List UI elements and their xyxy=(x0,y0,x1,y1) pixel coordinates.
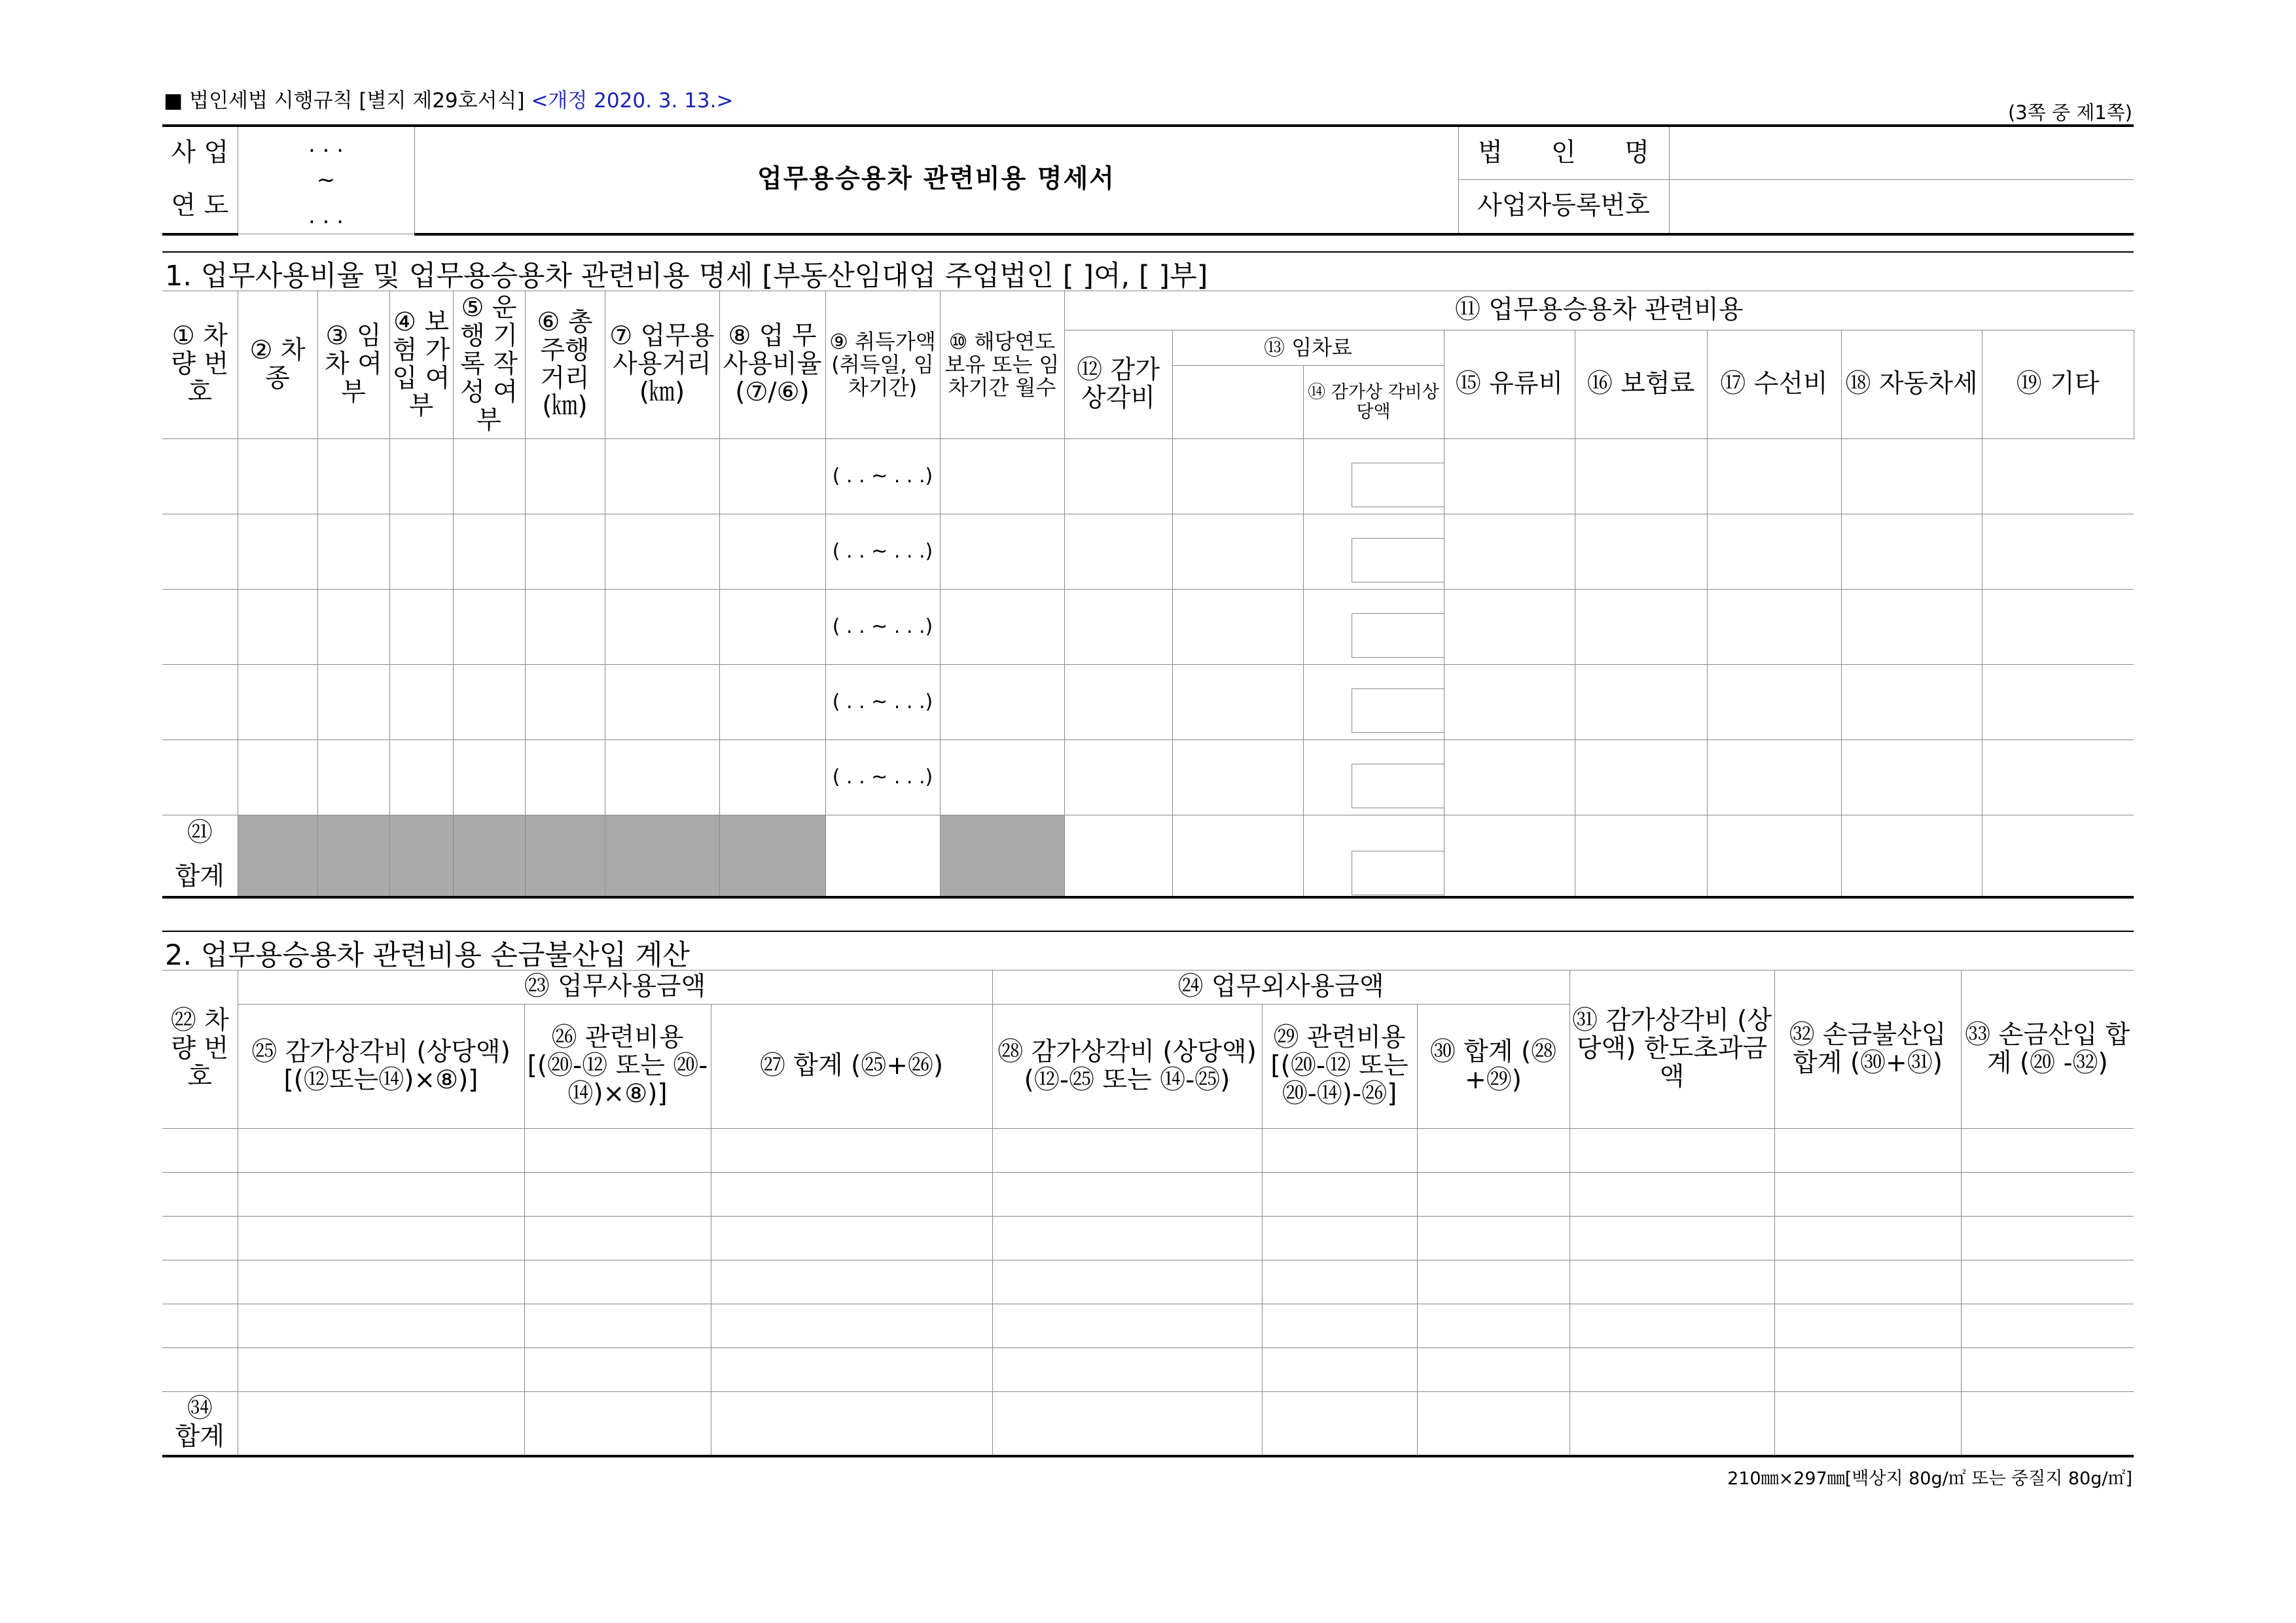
table-cell[interactable] xyxy=(1262,1304,1417,1348)
total-row xyxy=(162,1392,2134,1456)
table-cell[interactable] xyxy=(162,740,238,815)
table-cell[interactable] xyxy=(453,514,525,590)
table-cell[interactable] xyxy=(992,1129,1262,1173)
col-lease: ③ 임차 여부 xyxy=(317,291,389,439)
table-cell[interactable] xyxy=(1841,514,1982,590)
depreciation-equivalent-cell[interactable] xyxy=(1303,665,1444,740)
table-cell[interactable] xyxy=(1707,590,1841,665)
col-depreciation: ⑫ 감가 상각비 xyxy=(1064,330,1172,439)
total-cell[interactable] xyxy=(711,1392,992,1456)
table-cell[interactable] xyxy=(162,1260,238,1304)
table-row xyxy=(162,1348,2134,1392)
table-cell[interactable] xyxy=(317,590,389,665)
table-cell[interactable] xyxy=(162,1304,238,1348)
table-cell[interactable] xyxy=(162,590,238,665)
col-insurance-fee: ⑯ 보험료 xyxy=(1575,330,1707,439)
table-cell[interactable] xyxy=(719,514,825,590)
table-cell[interactable] xyxy=(1444,665,1575,740)
total-row xyxy=(162,815,2134,897)
table-cell[interactable] xyxy=(389,740,453,815)
table-cell[interactable] xyxy=(1961,1129,2134,1173)
table-cell[interactable] xyxy=(162,1217,238,1260)
total-label xyxy=(162,815,238,897)
table-cell[interactable] xyxy=(711,1260,992,1304)
table-cell[interactable] xyxy=(1841,590,1982,665)
col-total-distance: ⑥ 총 주행 거리 (㎞) xyxy=(525,291,605,439)
total-cell xyxy=(317,815,389,897)
table-row xyxy=(162,1129,2134,1173)
total-label xyxy=(162,1392,238,1456)
table-cell[interactable] xyxy=(1262,1217,1417,1260)
total-cell[interactable] xyxy=(1444,815,1575,897)
table-cell[interactable] xyxy=(389,514,453,590)
table-cell[interactable] xyxy=(1444,590,1575,665)
table-cell[interactable] xyxy=(453,740,525,815)
table-row xyxy=(162,514,2134,590)
depreciation-equivalent-cell[interactable] xyxy=(1303,740,1444,815)
table-cell[interactable] xyxy=(711,1173,992,1217)
period-text: ( . . ~ . . .) xyxy=(832,465,933,488)
table-cell[interactable] xyxy=(1570,1129,1774,1173)
table-cell[interactable] xyxy=(1707,514,1841,590)
col-excess: ㉛ 감가상각비 (상당액) 한도초과금액 xyxy=(1570,971,1774,1129)
table-cell[interactable] xyxy=(1841,439,1982,514)
table-cell[interactable] xyxy=(992,1173,1262,1217)
table-cell[interactable] xyxy=(605,439,719,514)
table-cell[interactable] xyxy=(162,1348,238,1392)
table-cell[interactable] xyxy=(453,439,525,514)
table-row xyxy=(162,1260,2134,1304)
total-cell[interactable] xyxy=(1417,1392,1570,1456)
table-cell[interactable] xyxy=(1707,665,1841,740)
table-cell[interactable] xyxy=(1961,1173,2134,1217)
period-cell[interactable] xyxy=(825,740,940,815)
table-cell[interactable] xyxy=(1575,439,1707,514)
total-cell[interactable] xyxy=(1774,1392,1961,1456)
table-cell[interactable] xyxy=(1841,665,1982,740)
section2-table xyxy=(162,970,2134,1457)
table-cell[interactable] xyxy=(711,1304,992,1348)
total-cell xyxy=(940,815,1064,897)
table-cell[interactable] xyxy=(453,590,525,665)
table-cell[interactable] xyxy=(1707,439,1841,514)
table-cell[interactable] xyxy=(711,1129,992,1173)
total-text: 합계 xyxy=(175,1421,224,1452)
table-row xyxy=(162,665,2134,740)
table-cell[interactable] xyxy=(524,1173,711,1217)
table-cell[interactable] xyxy=(389,665,453,740)
depreciation-equivalent-cell[interactable] xyxy=(1303,590,1444,665)
table-cell[interactable] xyxy=(1064,439,1172,514)
table-cell[interactable] xyxy=(1064,590,1172,665)
table-cell[interactable] xyxy=(1575,514,1707,590)
table-row xyxy=(162,590,2134,665)
table-cell[interactable] xyxy=(1172,590,1303,665)
table-cell[interactable] xyxy=(317,740,389,815)
table-cell[interactable] xyxy=(389,439,453,514)
table-cell[interactable] xyxy=(1417,1348,1570,1392)
col-biz-total: ㉗ 합계 (㉕+㉖) xyxy=(711,1005,992,1129)
table-row xyxy=(162,439,2134,514)
table-cell[interactable] xyxy=(719,439,825,514)
table-cell[interactable] xyxy=(317,665,389,740)
col-vehicle-type: ② 차종 xyxy=(238,291,317,439)
table-cell[interactable] xyxy=(524,1304,711,1348)
col-nonbusiness-amount: ㉔ 업무외사용금액 xyxy=(992,971,1570,1005)
table-cell[interactable] xyxy=(1961,1217,2134,1260)
table-cell[interactable] xyxy=(1575,665,1707,740)
table-cell[interactable] xyxy=(992,1260,1262,1304)
period-cell[interactable] xyxy=(825,590,940,665)
total-cell[interactable] xyxy=(524,1392,711,1456)
page-indicator: (3쪽 중 제1쪽) xyxy=(2007,101,2132,124)
total-cell[interactable] xyxy=(238,1392,524,1456)
table-cell[interactable] xyxy=(524,1129,711,1173)
table-cell[interactable] xyxy=(1774,1304,1961,1348)
table-cell[interactable] xyxy=(719,665,825,740)
table-cell[interactable] xyxy=(1961,1304,2134,1348)
table-cell[interactable] xyxy=(524,1348,711,1392)
table-cell[interactable] xyxy=(719,590,825,665)
col-repair: ⑰ 수선비 xyxy=(1707,330,1841,439)
table-cell[interactable] xyxy=(1982,740,2134,815)
table-cell[interactable] xyxy=(1444,740,1575,815)
table-cell[interactable] xyxy=(1575,590,1707,665)
table-row xyxy=(162,740,2134,815)
table-cell[interactable] xyxy=(162,1173,238,1217)
form-reference: ■ 법인세법 시행규칙 [별지 제29호서식] <개정 2020. 3. 13.> xyxy=(164,89,734,113)
col-vehicle-no: ① 차량 번호 xyxy=(162,291,238,439)
table-cell[interactable] xyxy=(1961,1348,2134,1392)
col-insurance: ④ 보험 가입 여부 xyxy=(389,291,453,439)
biz-reg-label: 사업자등록번호 xyxy=(1458,180,1669,234)
total-cell[interactable] xyxy=(1172,815,1303,897)
table-cell[interactable] xyxy=(525,590,605,665)
total-number: ㉞ xyxy=(187,1393,213,1423)
col-depreciation-equivalent: ⑭ 감가상 각비상당액 xyxy=(1303,366,1444,439)
table-cell[interactable] xyxy=(389,590,453,665)
table-cell[interactable] xyxy=(1774,1348,1961,1392)
table-cell[interactable] xyxy=(1982,665,2134,740)
table-cell[interactable] xyxy=(238,590,317,665)
table-cell[interactable] xyxy=(1707,740,1841,815)
table-cell[interactable] xyxy=(317,514,389,590)
col-deductible: ㉝ 손금산입 합계 (⑳ -㉜) xyxy=(1961,971,2134,1129)
period-text: ( . . ~ . . .) xyxy=(832,690,933,714)
table-cell[interactable] xyxy=(1961,1260,2134,1304)
total-number: ㉑ xyxy=(187,818,213,848)
total-cell xyxy=(605,815,719,897)
table-cell[interactable] xyxy=(1064,740,1172,815)
table-cell[interactable] xyxy=(1570,1217,1774,1260)
biz-reg-field[interactable] xyxy=(1669,180,2134,234)
table-cell[interactable] xyxy=(525,439,605,514)
table-cell[interactable] xyxy=(1982,514,2134,590)
table-cell[interactable] xyxy=(1172,740,1303,815)
table-cell[interactable] xyxy=(940,590,1064,665)
total-cell[interactable] xyxy=(1982,815,2134,897)
table-cell[interactable] xyxy=(711,1348,992,1392)
total-cell[interactable] xyxy=(1575,815,1707,897)
table-cell[interactable] xyxy=(1841,740,1982,815)
depreciation-equivalent-cell[interactable] xyxy=(1303,439,1444,514)
table-cell[interactable] xyxy=(1444,514,1575,590)
col-rent: ⑬ 임차료 xyxy=(1172,330,1444,366)
depreciation-equivalent-cell[interactable] xyxy=(1303,514,1444,590)
corp-name-field[interactable] xyxy=(1669,126,2134,180)
section1-table xyxy=(162,291,2134,899)
table-cell[interactable] xyxy=(1774,1129,1961,1173)
table-cell[interactable] xyxy=(605,740,719,815)
table-cell[interactable] xyxy=(605,514,719,590)
table-cell[interactable] xyxy=(238,439,317,514)
table-cell[interactable] xyxy=(1444,439,1575,514)
total-cell[interactable] xyxy=(825,815,940,897)
total-cell xyxy=(453,815,525,897)
table-row xyxy=(162,1217,2134,1260)
table-cell[interactable] xyxy=(940,740,1064,815)
fiscal-year-label-2: 연 도 xyxy=(162,180,238,234)
col-business-amount: ㉓ 업무사용금액 xyxy=(238,971,992,1005)
total-cell[interactable] xyxy=(1262,1392,1417,1456)
table-cell[interactable] xyxy=(1417,1304,1570,1348)
total-cell[interactable] xyxy=(992,1392,1262,1456)
table-cell[interactable] xyxy=(940,514,1064,590)
fiscal-year-label: 사 업 xyxy=(162,126,238,180)
period-text: ( . . ~ . . .) xyxy=(832,540,933,563)
table-cell[interactable] xyxy=(940,665,1064,740)
col-auto-tax: ⑱ 자동차세 xyxy=(1841,330,1982,439)
table-cell[interactable] xyxy=(1575,740,1707,815)
table-cell[interactable] xyxy=(238,514,317,590)
table-cell[interactable] xyxy=(1262,1173,1417,1217)
table-cell[interactable] xyxy=(992,1348,1262,1392)
total-cell xyxy=(238,815,317,897)
col-business-distance: ⑦ 업무용 사용거리 (㎞) xyxy=(605,291,719,439)
table-cell[interactable] xyxy=(605,590,719,665)
table-cell[interactable] xyxy=(1417,1173,1570,1217)
col-log: ⑤ 운행 기록 작성 여부 xyxy=(453,291,525,439)
table-cell[interactable] xyxy=(524,1217,711,1260)
section2-heading: 2. 업무용승용차 관련비용 손금불산입 계산 xyxy=(165,939,690,972)
table-cell[interactable] xyxy=(1774,1217,1961,1260)
total-cell xyxy=(719,815,825,897)
period-cell[interactable] xyxy=(825,665,940,740)
table-cell[interactable] xyxy=(605,665,719,740)
table-cell[interactable] xyxy=(1570,1304,1774,1348)
table-cell[interactable] xyxy=(940,439,1064,514)
header-table xyxy=(162,124,2134,236)
total-cell xyxy=(389,815,453,897)
table-cell[interactable] xyxy=(1570,1348,1774,1392)
table-cell[interactable] xyxy=(1417,1217,1570,1260)
table-row xyxy=(162,1304,2134,1348)
table-cell[interactable] xyxy=(238,1173,524,1217)
table-cell[interactable] xyxy=(525,514,605,590)
table-cell[interactable] xyxy=(1417,1260,1570,1304)
revision-note: <개정 2020. 3. 13.> xyxy=(531,89,734,113)
table-cell[interactable] xyxy=(1262,1348,1417,1392)
table-cell[interactable] xyxy=(711,1217,992,1260)
col-related-costs: ⑪ 업무용승용차 관련비용 xyxy=(1064,291,2134,330)
table-cell[interactable] xyxy=(1064,665,1172,740)
table-cell[interactable] xyxy=(1064,514,1172,590)
table-cell[interactable] xyxy=(238,1129,524,1173)
section1-heading: 1. 업무사용비율 및 업무용승용차 관련비용 명세 [부동산임대업 주업법인 [ ]여, [ ]부] xyxy=(165,260,1208,293)
table-cell[interactable] xyxy=(1262,1129,1417,1173)
table-cell[interactable] xyxy=(453,665,525,740)
table-row xyxy=(162,1173,2134,1217)
paper-spec: 210㎜×297㎜[백상지 80g/㎡ 또는 중질지 80g/㎡] xyxy=(1727,1469,2132,1489)
col-fuel: ⑮ 유류비 xyxy=(1444,330,1575,439)
table-cell[interactable] xyxy=(524,1260,711,1304)
table-cell[interactable] xyxy=(1570,1260,1774,1304)
table-cell[interactable] xyxy=(162,665,238,740)
table-cell[interactable] xyxy=(1172,439,1303,514)
col-nonbiz-related: ㉙ 관련비용 [(⑳-⑫ 또는 ⑳-⑭)-㉖] xyxy=(1262,1005,1417,1129)
table-cell[interactable] xyxy=(238,1348,524,1392)
col-acquisition-cost: ⑨ 취득가액 (취득일, 임차기간) xyxy=(825,291,940,439)
total-cell[interactable] xyxy=(1303,815,1444,897)
total-cell[interactable] xyxy=(1841,815,1982,897)
col-business-ratio: ⑧ 업 무 사용비율 (⑦/⑥) xyxy=(719,291,825,439)
page-title: 업무용승용차 관련비용 명세서 xyxy=(414,126,1458,234)
col-nondeductible: ㉜ 손금불산입 합계 (㉚+㉛) xyxy=(1774,971,1961,1129)
col-biz-depreciation: ㉕ 감가상각비 (상당액) [(⑫또는⑭)×⑧)] xyxy=(238,1005,524,1129)
table-cell[interactable] xyxy=(1172,665,1303,740)
fiscal-year-period[interactable]: . . . ~ . . . xyxy=(238,126,414,234)
table-cell[interactable] xyxy=(1570,1173,1774,1217)
table-cell[interactable] xyxy=(525,665,605,740)
table-cell[interactable] xyxy=(162,1129,238,1173)
col-nonbiz-total: ㉚ 합계 (㉘+㉙) xyxy=(1417,1005,1570,1129)
col-other: ⑲ 기타 xyxy=(1982,330,2134,439)
table-cell[interactable] xyxy=(1774,1173,1961,1217)
period-text: ( . . ~ . . .) xyxy=(832,766,933,789)
total-cell[interactable] xyxy=(1064,815,1172,897)
period-cell[interactable] xyxy=(825,439,940,514)
corp-name-label: 법 인 명 xyxy=(1458,126,1669,180)
total-cell[interactable] xyxy=(1961,1392,2134,1456)
table-cell[interactable] xyxy=(992,1304,1262,1348)
table-cell[interactable] xyxy=(238,740,317,815)
total-cell[interactable] xyxy=(1707,815,1841,897)
table-cell[interactable] xyxy=(525,740,605,815)
table-cell[interactable] xyxy=(162,439,238,514)
period-text: ( . . ~ . . .) xyxy=(832,615,933,639)
table-cell[interactable] xyxy=(238,1217,524,1260)
table-cell[interactable] xyxy=(1172,514,1303,590)
table-cell[interactable] xyxy=(238,1304,524,1348)
table-cell[interactable] xyxy=(1982,590,2134,665)
period-cell[interactable] xyxy=(825,514,940,590)
table-cell[interactable] xyxy=(317,439,389,514)
col-months: ⑩ 해당연도 보유 또는 임차기간 월수 xyxy=(940,291,1064,439)
total-cell[interactable] xyxy=(1570,1392,1774,1456)
table-cell[interactable] xyxy=(238,665,317,740)
table-cell[interactable] xyxy=(1262,1260,1417,1304)
table-cell[interactable] xyxy=(719,740,825,815)
table-cell[interactable] xyxy=(162,514,238,590)
table-cell[interactable] xyxy=(238,1260,524,1304)
table-cell[interactable] xyxy=(1774,1260,1961,1304)
table-cell[interactable] xyxy=(1417,1129,1570,1173)
col-nonbiz-depreciation: ㉘ 감가상각비 (상당액) (⑫-㉕ 또는 ⑭-㉕) xyxy=(992,1005,1262,1129)
table-cell[interactable] xyxy=(1982,439,2134,514)
col-biz-related: ㉖ 관련비용 [(⑳-⑫ 또는 ⑳-⑭)×⑧)] xyxy=(524,1005,711,1129)
col-vehicle-no-2: ㉒ 차량 번호 xyxy=(162,971,238,1129)
total-text: 합계 xyxy=(175,862,224,892)
table-cell[interactable] xyxy=(992,1217,1262,1260)
total-cell xyxy=(525,815,605,897)
